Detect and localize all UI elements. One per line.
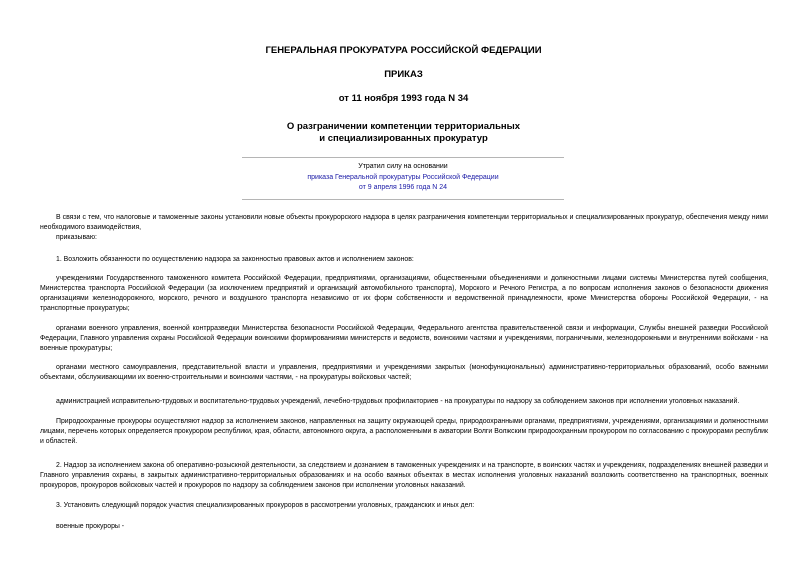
order-word-paragraph: приказываю: (56, 234, 97, 241)
document-title-line-1: О разграничении компетенции территориальных (286, 121, 521, 132)
repeal-order-link[interactable]: приказа Генеральной прокуратуры Российской Федерации (307, 174, 499, 181)
document-date-number: от 11 ноября 1993 года N 34 (338, 93, 469, 104)
transport-prosecutors-paragraph: учреждениями Государственного таможенного комитета Российской Федерации, предприятиями, организациями, общественными объединениями и должностными лицами системы Министерства путей сообщения, Министерства транспорта Российской Федерации (за исключением предприятий и организаций автомобильного транспорта), Морского и Речного Регистра, а по вопросам исполнения законов о безопасности движения организациями железнодорожного, морского, речного и воздушного транспорта независимо от их форм собственности и ведомственной принадлежности, кроме Министерства обороны Российской Федерации, - на транспортные прокуратуры; (40, 275, 768, 312)
clause-2-paragraph: 2. Надзор за исполнением закона об оперативно-розыскной деятельности, за следствием и дознанием в таможенных учреждениях и на транспорте, в воинских частях и учреждениях, подразделениях внешней разведки и Главного управления охраны, в закрытых административно-территориальных образованиях и на особо важных объектах в местах исполнения уголовных наказаний возложить соответственно на транспортных, военных прокуроров, прокуроров войсковых частей и прокуроров по надзору за соблюдением законов при исполнении уголовных наказаний. (40, 462, 768, 489)
organization-heading: ГЕНЕРАЛЬНАЯ ПРОКУРАТУРА РОССИЙСКОЙ ФЕДЕРАЦИИ (265, 45, 542, 56)
preamble-paragraph: В связи с тем, что налоговые и таможенные законы установили новые объекты прокурорского надзора в целях разграничения компетенции территориальных и специализированных прокуратур, обеспечения между ними необходимого взаимодействия, (40, 214, 768, 231)
clause-1-paragraph: 1. Возложить обязанности по осуществлению надзора за законностью правовых актов и исполнением законов: (56, 256, 414, 263)
repeal-order-date-link[interactable]: от 9 апреля 1996 года N 24 (358, 184, 448, 191)
clause-3-paragraph: 3. Установить следующий порядок участия специализированных прокуроров в рассмотрении уголовных, гражданских и иных дел: (56, 502, 475, 509)
environmental-prosecutors-paragraph: Природоохранные прокуроры осуществляют надзор за исполнением законов, направленных на защиту окружающей среды, природоохранными органами, предприятиями, учреждениями, организациями и должностными лицами, перечень которых определяется прокурором республики, края, области, автономного округа, а расположенными в акватории Волги Волжским природоохранным прокурором по согласованию с прокурорами республик и областей. (40, 418, 768, 445)
status-note-text: Утратил силу на основании (358, 163, 448, 170)
status-note-bottom-rule (242, 199, 564, 200)
document-title (0, 121, 807, 145)
military-units-prosecutors-paragraph: органами местного самоуправления, представительной власти и управления, предприятиями и учреждениями закрытых (монофункциональных) административно-территориальных образований, особо важными объектами, обслуживающими их военно-строительными и воинскими частями, - на прокуратуры войсковых частей; (40, 364, 768, 381)
document-type-heading: ПРИКАЗ (384, 69, 423, 80)
military-prosecutors-list-intro: военные прокуроры - (56, 523, 125, 530)
status-note-top-rule (242, 157, 564, 158)
military-prosecutors-paragraph: органами военного управления, военной контрразведки Министерства безопасности Российской Федерации, Федерального агентства правительственной связи и информации, Службы внешней разведки Российской Федерации, Главного управления охраны Российской Федерации воинскими формированиями министерств и ведомств, воинскими частями и учреждениями, пограничными, железнодорожными и внутренними войсками - на военные прокуратуры; (40, 325, 768, 352)
penal-prosecutors-paragraph: администрацией исправительно-трудовых и воспитательно-трудовых учреждений, лечебно-трудовых профилакториев - на прокуратуры по надзору за соблюдением законов при исполнении уголовных наказаний. (56, 398, 740, 405)
document-title-line-2: и специализированных прокуратур (319, 133, 488, 144)
